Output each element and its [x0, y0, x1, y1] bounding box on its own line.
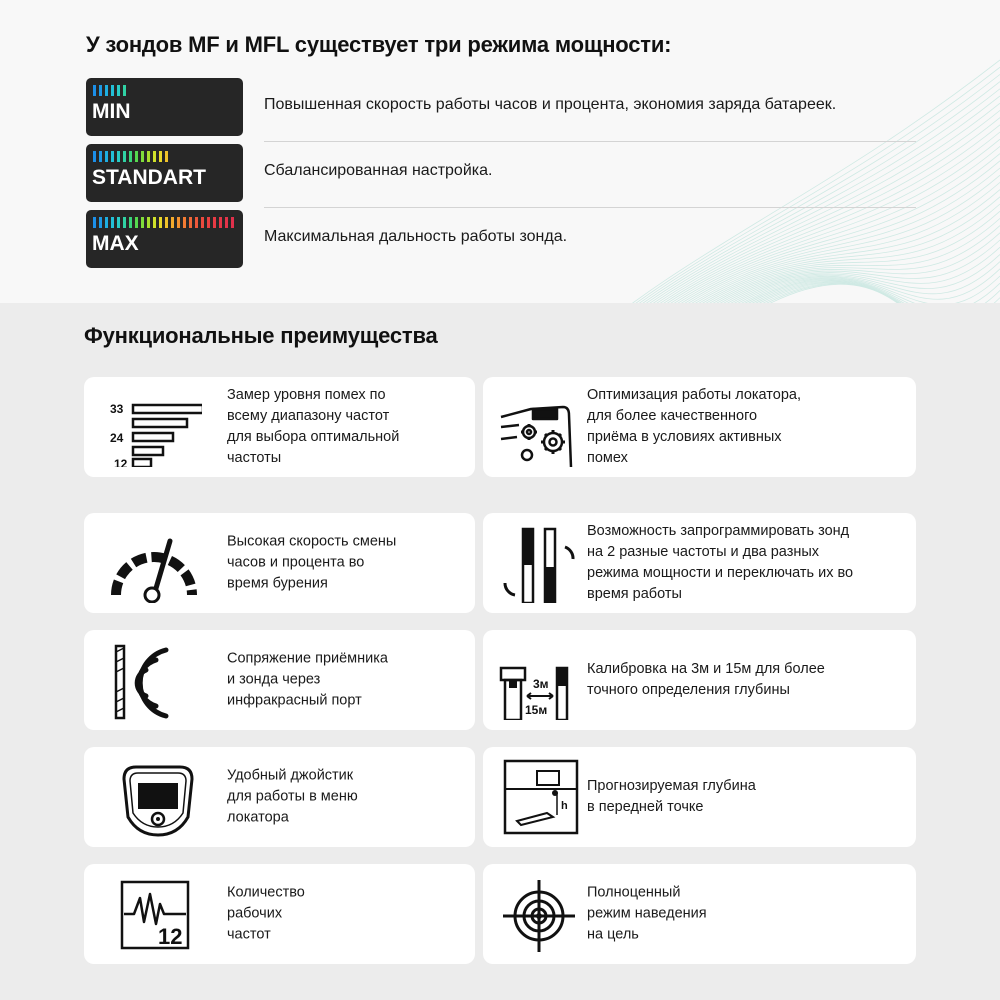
noise-level-icon: [102, 387, 202, 467]
power-bar: [177, 217, 180, 228]
power-bar: [147, 217, 150, 228]
power-bar: [123, 217, 126, 228]
power-bar: [153, 151, 156, 162]
frequency-switch-icon: [491, 523, 591, 603]
power-bar: [99, 85, 102, 96]
wave-line: [612, 269, 1000, 303]
power-level-bars: [93, 151, 168, 162]
feature-text: Удобный джойстик для работы в меню локатора: [227, 767, 358, 826]
feature-card-infrared: [84, 630, 475, 730]
feature-card-noise: [84, 377, 475, 477]
feature-text: Возможность запрограммировать зонд на 2 разные частоты и два разных режима мощности и переключать их во время работы: [587, 523, 854, 602]
mode-row-max: [86, 210, 916, 270]
power-bar: [123, 151, 126, 162]
features-title: Функциональные преимущества: [84, 323, 438, 348]
power-bar: [231, 217, 234, 228]
power-bar: [207, 217, 210, 228]
divider: [264, 141, 916, 142]
power-bar: [117, 85, 120, 96]
power-bar: [189, 217, 192, 228]
wave-line: [618, 279, 1000, 303]
frequency-count-icon: [102, 874, 202, 954]
speedometer-icon: [102, 523, 202, 603]
power-bar: [141, 217, 144, 228]
label-3m: 3м: [533, 677, 549, 691]
label-15m: 15м: [525, 703, 548, 717]
power-bar: [201, 217, 204, 228]
power-bar: [93, 217, 96, 228]
power-bar: [129, 151, 132, 162]
power-bar: [135, 151, 138, 162]
power-bar: [183, 217, 186, 228]
power-bar: [111, 151, 114, 162]
mode-badge-max: [86, 210, 243, 268]
power-bar: [117, 217, 120, 228]
calibration-icon: [491, 640, 591, 720]
feature-card-frequencies: [483, 513, 916, 613]
power-bar: [117, 151, 120, 162]
predicted-depth-icon: [491, 757, 591, 837]
target-icon: [491, 874, 591, 954]
power-bar: [105, 85, 108, 96]
divider: [264, 207, 916, 208]
feature-text: Прогнозируемая глубина в передней точке: [587, 778, 756, 815]
power-bar: [219, 217, 222, 228]
feature-text: Калибровка на 3м и 15м для более точного определения глубины: [587, 661, 825, 698]
label-12: 12: [158, 924, 183, 949]
wave-line: [616, 278, 1000, 303]
mode-description: Повышенная скорость работы часов и процента, экономия заряда батареек.: [264, 96, 837, 113]
power-modes-title: У зондов MF и MFL существует три режима мощности:: [86, 32, 672, 57]
wave-line: [628, 284, 1000, 303]
locator-gears-icon: [491, 387, 591, 467]
power-bar: [135, 217, 138, 228]
feature-card-target: [483, 864, 916, 964]
mode-row-standart: [86, 144, 916, 204]
power-level-bars: [93, 217, 234, 228]
power-bar: [105, 217, 108, 228]
label-33: 33: [110, 402, 124, 416]
feature-card-joystick: [84, 747, 475, 847]
power-bar: [111, 85, 114, 96]
label-12: 12: [114, 457, 128, 467]
power-bar: [159, 217, 162, 228]
power-bar: [105, 151, 108, 162]
label-24: 24: [110, 431, 124, 445]
feature-card-optimization: [483, 377, 916, 477]
wave-line: [621, 281, 1000, 303]
power-bar: [129, 217, 132, 228]
power-bar: [165, 217, 168, 228]
power-bar: [195, 217, 198, 228]
power-bar: [147, 151, 150, 162]
wave-line: [630, 284, 1000, 303]
power-bar: [213, 217, 216, 228]
mode-name: STANDART: [92, 166, 206, 189]
feature-text: Высокая скорость смены часов и процента во время бурения: [227, 533, 397, 592]
feature-card-frequency-count: [84, 864, 475, 964]
power-bar: [225, 217, 228, 228]
mode-name: MIN: [92, 100, 131, 123]
power-bar: [141, 151, 144, 162]
power-bar: [93, 151, 96, 162]
infrared-port-icon: [102, 640, 202, 720]
power-bar: [99, 217, 102, 228]
power-modes-section: [0, 0, 1000, 303]
mode-badge-min: [86, 78, 243, 136]
feature-card-speed: [84, 513, 475, 613]
wave-line: [619, 280, 1000, 303]
feature-card-depth: [483, 747, 916, 847]
mode-row-min: [86, 78, 916, 138]
mode-badge-standart: [86, 144, 243, 202]
power-level-bars: [93, 85, 126, 96]
feature-text: Количество рабочих частот: [227, 884, 305, 943]
wave-line: [623, 282, 1000, 303]
wave-line: [625, 282, 1000, 303]
power-bar: [165, 151, 168, 162]
label-h: h: [561, 800, 568, 812]
feature-text: Сопряжение приёмника и зонда через инфракрасный порт: [227, 650, 388, 709]
power-bar: [159, 151, 162, 162]
power-bar: [111, 217, 114, 228]
feature-text: Замер уровня помех по всему диапазону частот для выбора оптимальной частоты: [227, 387, 400, 466]
feature-text: Полноценный режим наведения на цель: [587, 884, 707, 943]
wave-line: [627, 283, 1000, 303]
mode-name: MAX: [92, 232, 139, 255]
power-bar: [93, 85, 96, 96]
power-bar: [99, 151, 102, 162]
power-bar: [123, 85, 126, 96]
power-bar: [153, 217, 156, 228]
feature-card-calibration: [483, 630, 916, 730]
power-bar: [171, 217, 174, 228]
mode-description: Максимальная дальность работы зонда.: [264, 228, 568, 245]
mode-description: Сбалансированная настройка.: [264, 162, 493, 179]
feature-text: Оптимизация работы локатора, для более качественного приёма в условиях активных помех: [587, 387, 802, 466]
joystick-device-icon: [102, 757, 202, 837]
wave-line: [614, 276, 1000, 303]
